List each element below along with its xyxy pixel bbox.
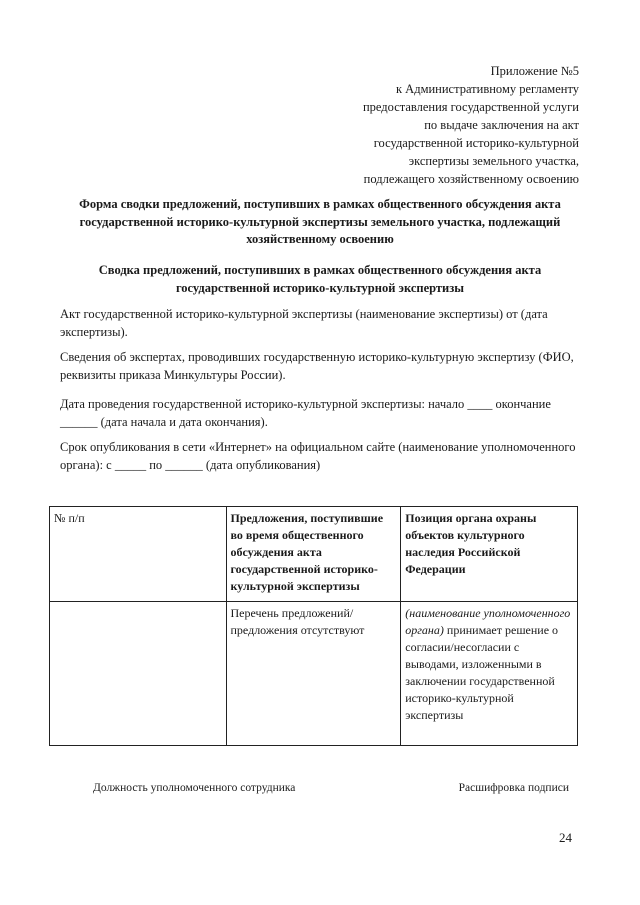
- appendix-line: государственной историко-культурной: [373, 136, 579, 150]
- paragraph-act: Акт государственной историко-культурной экспертизы (наименование экспертизы) от (дата экспертизы).: [60, 307, 548, 339]
- header-proposals: Предложения, поступившие во время общественного обсуждения акта государственной историко-культурной экспертизы: [226, 507, 401, 602]
- signature-decoding-label: Расшифровка подписи: [458, 782, 569, 794]
- appendix-line: к Административному регламенту: [395, 82, 579, 96]
- signature-position-label: Должность уполномоченного сотрудника: [93, 782, 296, 794]
- table-row: [50, 602, 578, 746]
- appendix-line: экспертизы земельного участка,: [408, 154, 579, 168]
- paragraph-experts: Сведения об экспертах, проводивших государственную историко-культурную экспертизу (ФИО, реквизиты приказа Минкультуры России).: [60, 350, 574, 382]
- cell-proposals: Перечень предложений/предложения отсутствуют: [226, 602, 401, 746]
- cell-position: [401, 602, 578, 746]
- appendix-line: предоставления государственной услуги: [362, 100, 579, 114]
- paragraph-publication: Срок опубликования в сети «Интернет» на официальном сайте (наименование уполномоченного органа): с _____ по ______ (дата опубликования): [60, 440, 576, 472]
- appendix-line: по выдаче заключения на акт: [424, 118, 579, 132]
- appendix-note: [279, 62, 579, 188]
- cell-number: [50, 602, 227, 746]
- page-number: 24: [559, 830, 572, 845]
- paragraph-dates: Дата проведения государственной историко-культурной экспертизы: начало ____ окончание ______ (дата начала и дата окончания).: [60, 397, 551, 429]
- appendix-line: Приложение №5: [490, 64, 579, 78]
- header-number: № п/п: [50, 507, 227, 602]
- table-header-row: [50, 507, 578, 602]
- summary-title: Сводка предложений, поступивших в рамках общественного обсуждения акта государственной историко-культурной экспертизы: [98, 263, 542, 295]
- summary-table: [49, 506, 578, 746]
- form-title: Форма сводки предложений, поступивших в рамках общественного обсуждения акта государственной историко-культурной экспертизы земельного участка, подлежащий хозяйственному освоению: [79, 197, 561, 246]
- position-text: принимает решение о согласии/несогласии с выводами, изложенными в заключении государственной историко-культурной экспертизы: [405, 623, 559, 722]
- appendix-line: подлежащего хозяйственному освоению: [363, 172, 579, 186]
- authority-name-placeholder: (наименование уполномоченного органа): [405, 606, 571, 637]
- header-position: Позиция органа охраны объектов культурного наследия Российской Федерации: [401, 507, 578, 602]
